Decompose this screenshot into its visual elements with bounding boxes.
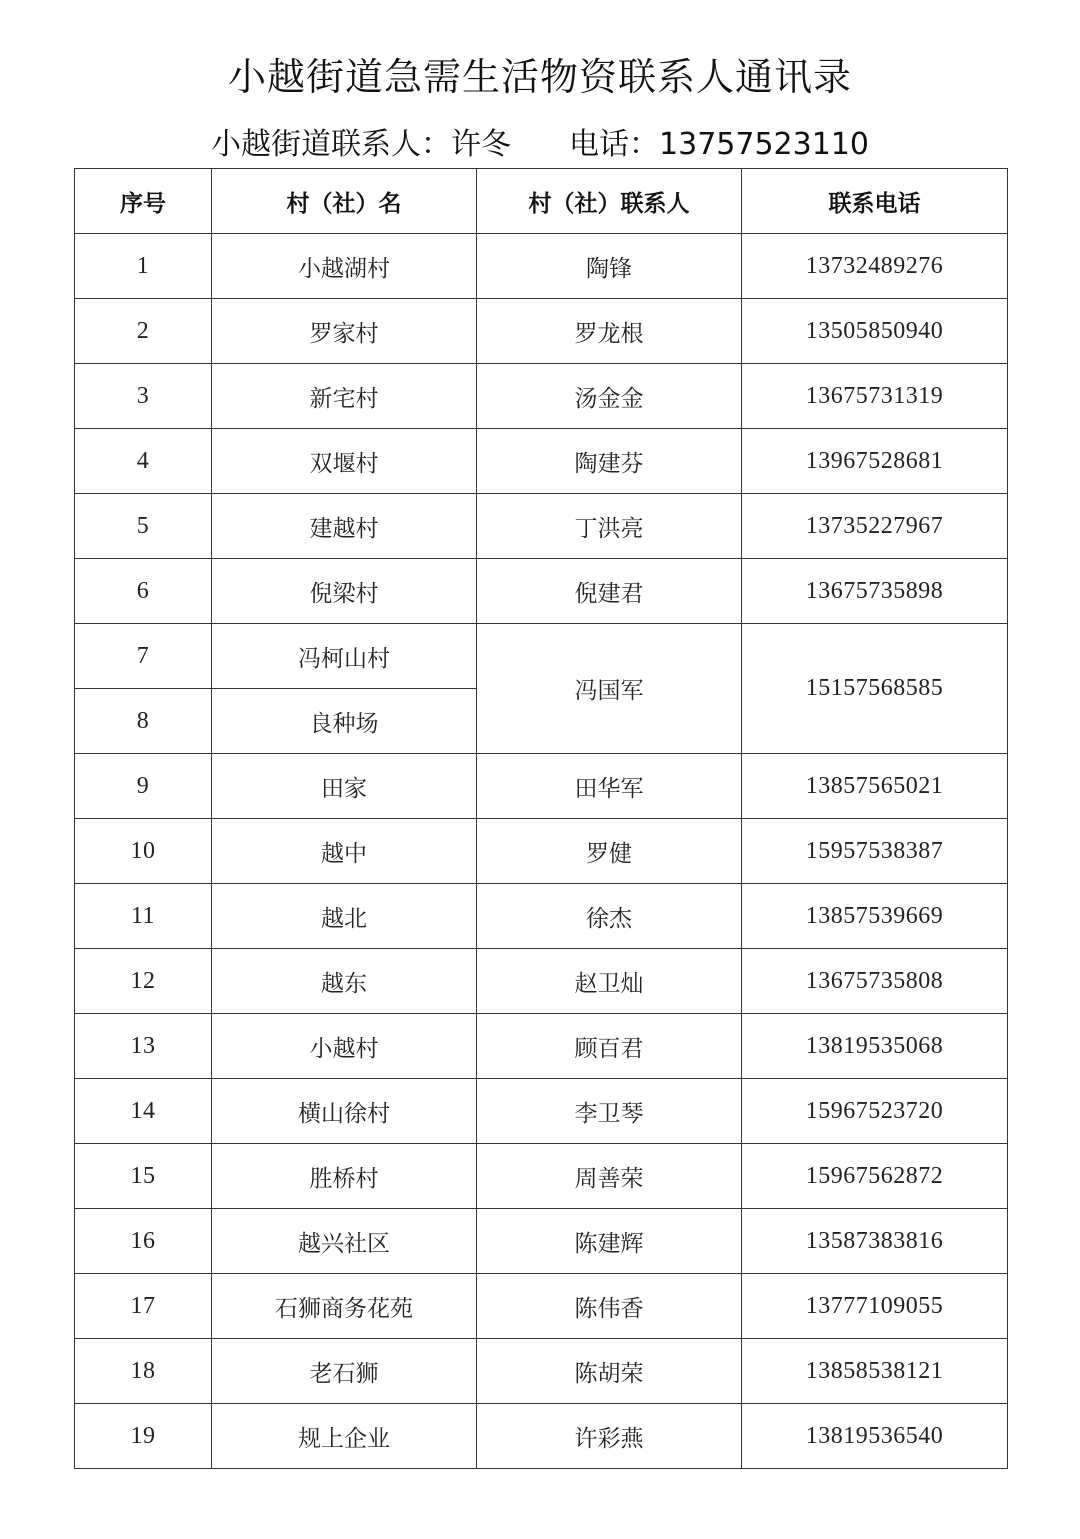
row-number: 12: [75, 949, 212, 1014]
row-number: 1: [75, 234, 212, 299]
row-number: 4: [75, 429, 212, 494]
village-name: 双堰村: [212, 429, 477, 494]
row-number: 13: [75, 1014, 212, 1079]
phone-number: 13819536540: [742, 1404, 1008, 1469]
row-number: 19: [75, 1404, 212, 1469]
page-title: 小越街道急需生活物资联系人通讯录: [227, 55, 852, 99]
village-name: 横山徐村: [212, 1079, 477, 1144]
phone-number: 13587383816: [742, 1209, 1008, 1274]
phone-number: 13967528681: [742, 429, 1008, 494]
contact-name-merged: 冯国军: [477, 624, 742, 754]
row-number: 14: [75, 1079, 212, 1144]
contact-name: 汤金金: [477, 364, 742, 429]
table-row: [75, 1404, 1008, 1469]
village-name: 小越村: [212, 1014, 477, 1079]
table-row: [75, 624, 1008, 689]
table-row: [75, 1274, 1008, 1339]
header-village-contact: 村（社）联系人: [477, 169, 742, 234]
table-header-row: [75, 169, 1008, 234]
phone-number: 15967562872: [742, 1144, 1008, 1209]
contact-name: 顾百君: [477, 1014, 742, 1079]
contact-name: 周善荣: [477, 1144, 742, 1209]
village-name: 倪梁村: [212, 559, 477, 624]
village-name: 越中: [212, 819, 477, 884]
phone-number: 13819535068: [742, 1014, 1008, 1079]
row-number: 16: [75, 1209, 212, 1274]
phone-number: 15957538387: [742, 819, 1008, 884]
contact-name: 许彩燕: [477, 1404, 742, 1469]
header-contact-phone: 联系电话: [742, 169, 1008, 234]
contact-name: 陈伟香: [477, 1274, 742, 1339]
contact-name: 陶锋: [477, 234, 742, 299]
table-row: [75, 884, 1008, 949]
table-row: [75, 429, 1008, 494]
village-name: 建越村: [212, 494, 477, 559]
row-number: 6: [75, 559, 212, 624]
village-name: 新宅村: [212, 364, 477, 429]
village-name: 冯柯山村: [212, 624, 477, 689]
contact-name: 罗龙根: [477, 299, 742, 364]
contact-name: 陈建辉: [477, 1209, 742, 1274]
village-name: 田家: [212, 754, 477, 819]
table-row: [75, 819, 1008, 884]
phone-number: 13675735808: [742, 949, 1008, 1014]
street-phone-label: 电话：13757523110: [569, 127, 869, 162]
header-village-name: 村（社）名: [212, 169, 477, 234]
table-row: [75, 754, 1008, 819]
contacts-table: [74, 168, 1008, 1469]
table-row: [75, 1014, 1008, 1079]
row-number: 5: [75, 494, 212, 559]
contact-name: 田华军: [477, 754, 742, 819]
row-number: 2: [75, 299, 212, 364]
table-row: [75, 234, 1008, 299]
contact-name: 倪建君: [477, 559, 742, 624]
table-row: [75, 1209, 1008, 1274]
row-number: 8: [75, 689, 212, 754]
phone-number: 13857565021: [742, 754, 1008, 819]
row-number: 15: [75, 1144, 212, 1209]
table-row: [75, 299, 1008, 364]
row-number: 7: [75, 624, 212, 689]
row-number: 9: [75, 754, 212, 819]
village-name: 越东: [212, 949, 477, 1014]
row-number: 18: [75, 1339, 212, 1404]
table-row: [75, 1339, 1008, 1404]
contact-name: 赵卫灿: [477, 949, 742, 1014]
table-row: [75, 949, 1008, 1014]
village-name: 小越湖村: [212, 234, 477, 299]
contact-name: 李卫琴: [477, 1079, 742, 1144]
contact-name: 徐杰: [477, 884, 742, 949]
table-row: [75, 559, 1008, 624]
phone-number: 13505850940: [742, 299, 1008, 364]
street-contact-label: 小越街道联系人：许冬: [211, 127, 512, 162]
phone-number: 13857539669: [742, 884, 1008, 949]
phone-number: 13732489276: [742, 234, 1008, 299]
phone-number: 13777109055: [742, 1274, 1008, 1339]
contact-name: 罗健: [477, 819, 742, 884]
village-name: 胜桥村: [212, 1144, 477, 1209]
row-number: 17: [75, 1274, 212, 1339]
row-number: 11: [75, 884, 212, 949]
table-row: [75, 1144, 1008, 1209]
table-row: [75, 494, 1008, 559]
village-name: 石狮商务花苑: [212, 1274, 477, 1339]
phone-number: 13675731319: [742, 364, 1008, 429]
subtitle: [0, 122, 1080, 168]
row-number: 3: [75, 364, 212, 429]
contact-name: 陈胡荣: [477, 1339, 742, 1404]
village-name: 罗家村: [212, 299, 477, 364]
header-serial-number: 序号: [75, 169, 212, 234]
table-row: [75, 364, 1008, 429]
phone-number-merged: 15157568585: [742, 624, 1008, 754]
phone-number: 13735227967: [742, 494, 1008, 559]
contact-name: 陶建芬: [477, 429, 742, 494]
village-name: 越兴社区: [212, 1209, 477, 1274]
phone-number: 15967523720: [742, 1079, 1008, 1144]
phone-number: 13858538121: [742, 1339, 1008, 1404]
village-name: 越北: [212, 884, 477, 949]
row-number: 10: [75, 819, 212, 884]
phone-number: 13675735898: [742, 559, 1008, 624]
contact-name: 丁洪亮: [477, 494, 742, 559]
village-name: 老石狮: [212, 1339, 477, 1404]
table-row: [75, 1079, 1008, 1144]
village-name: 良种场: [212, 689, 477, 754]
village-name: 规上企业: [212, 1404, 477, 1469]
